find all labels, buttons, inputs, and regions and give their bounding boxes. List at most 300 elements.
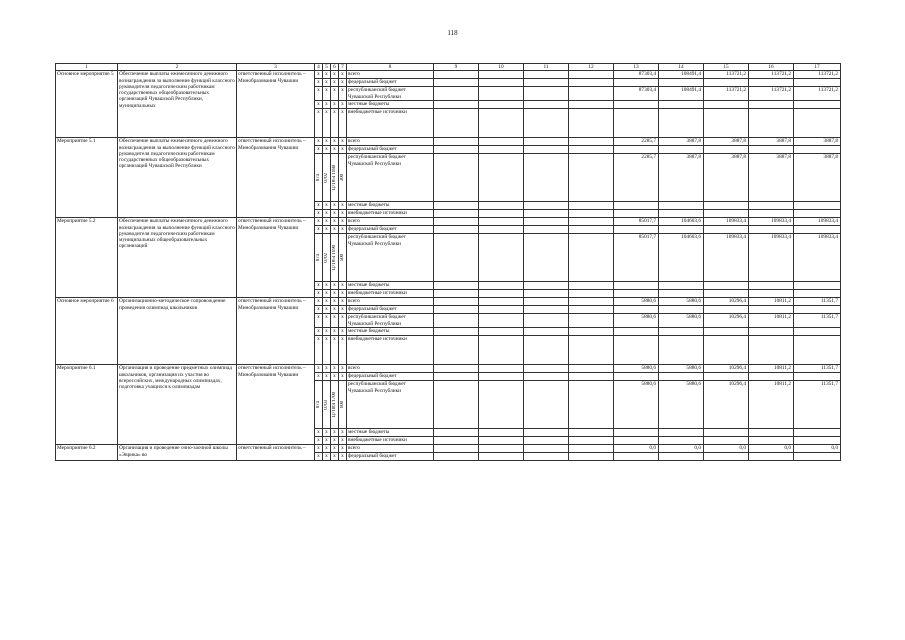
amount-cell: 11351,7 bbox=[794, 381, 841, 429]
amount-cell bbox=[749, 306, 794, 314]
empty-cell bbox=[479, 290, 524, 298]
code-placeholder: х bbox=[339, 138, 347, 146]
amount-cell: 109833,4 bbox=[749, 234, 794, 282]
budget-code bbox=[323, 234, 331, 282]
funding-source: всего bbox=[347, 71, 434, 79]
empty-cell bbox=[434, 298, 479, 306]
budget-code bbox=[331, 381, 339, 429]
code-placeholder: х bbox=[331, 282, 339, 290]
empty-cell bbox=[434, 234, 479, 282]
code-placeholder: х bbox=[315, 336, 323, 365]
empty-cell bbox=[524, 234, 569, 282]
code-placeholder: х bbox=[315, 146, 323, 154]
empty-cell bbox=[524, 109, 569, 138]
code-placeholder: х bbox=[339, 218, 347, 226]
code-placeholder: х bbox=[331, 79, 339, 87]
amount-cell bbox=[704, 373, 749, 381]
empty-cell bbox=[524, 429, 569, 437]
amount-cell bbox=[749, 437, 794, 445]
empty-cell bbox=[569, 365, 614, 373]
empty-cell bbox=[479, 437, 524, 445]
amount-cell bbox=[704, 79, 749, 87]
code-placeholder: х bbox=[331, 328, 339, 336]
code-placeholder: х bbox=[323, 146, 331, 154]
empty-cell bbox=[479, 226, 524, 234]
amount-cell: 10296,4 bbox=[704, 365, 749, 373]
empty-cell bbox=[434, 373, 479, 381]
amount-cell bbox=[749, 282, 794, 290]
empty-cell bbox=[569, 79, 614, 87]
column-number: 14 bbox=[659, 64, 704, 71]
code-placeholder: х bbox=[323, 87, 331, 101]
code-placeholder: х bbox=[323, 336, 331, 365]
amount-cell bbox=[614, 429, 659, 437]
amount-cell bbox=[749, 210, 794, 218]
code-placeholder: х bbox=[315, 429, 323, 437]
code-placeholder: х bbox=[315, 218, 323, 226]
amount-cell: 109833,4 bbox=[794, 218, 841, 226]
budget-code-text: 874 bbox=[316, 254, 321, 262]
code-placeholder: х bbox=[331, 101, 339, 109]
amount-cell bbox=[659, 306, 704, 314]
column-number: 17 bbox=[794, 64, 841, 71]
code-placeholder: х bbox=[315, 210, 323, 218]
empty-cell bbox=[569, 373, 614, 381]
table-row bbox=[56, 218, 841, 226]
amount-cell: 5880,6 bbox=[659, 365, 704, 373]
empty-cell bbox=[524, 453, 569, 461]
code-placeholder: х bbox=[331, 429, 339, 437]
amount-cell bbox=[794, 109, 841, 138]
code-placeholder: х bbox=[315, 306, 323, 314]
amount-cell bbox=[794, 210, 841, 218]
amount-cell bbox=[704, 429, 749, 437]
table-row bbox=[56, 298, 841, 306]
amount-cell: 85017,7 bbox=[614, 234, 659, 282]
code-placeholder: х bbox=[339, 365, 347, 373]
amount-cell bbox=[614, 202, 659, 210]
amount-cell bbox=[659, 282, 704, 290]
empty-cell bbox=[434, 109, 479, 138]
code-placeholder: х bbox=[323, 290, 331, 298]
amount-cell: 5880,6 bbox=[614, 314, 659, 328]
responsible-executor: ответственный исполнитель – Минобразования Чувашии bbox=[237, 71, 315, 138]
code-placeholder: х bbox=[339, 282, 347, 290]
empty-cell bbox=[524, 365, 569, 373]
code-placeholder: х bbox=[331, 138, 339, 146]
funding-source: федеральный бюджет bbox=[347, 373, 434, 381]
code-placeholder: х bbox=[315, 453, 323, 461]
amount-cell: 109833,4 bbox=[704, 234, 749, 282]
funding-source: федеральный бюджет bbox=[347, 79, 434, 87]
code-placeholder: х bbox=[339, 109, 347, 138]
amount-cell bbox=[794, 336, 841, 365]
amount-cell: 0,0 bbox=[794, 445, 841, 453]
code-placeholder: х bbox=[323, 79, 331, 87]
code-placeholder: х bbox=[331, 290, 339, 298]
empty-cell bbox=[479, 381, 524, 429]
empty-cell bbox=[524, 298, 569, 306]
table-row bbox=[56, 445, 841, 453]
amount-cell bbox=[614, 328, 659, 336]
funding-source: всего bbox=[347, 445, 434, 453]
empty-cell bbox=[524, 101, 569, 109]
code-placeholder: х bbox=[323, 306, 331, 314]
code-placeholder: х bbox=[331, 445, 339, 453]
empty-cell bbox=[524, 218, 569, 226]
funding-source: всего bbox=[347, 138, 434, 146]
amount-cell: 3887,8 bbox=[794, 138, 841, 146]
funding-source: федеральный бюджет bbox=[347, 226, 434, 234]
empty-cell bbox=[479, 306, 524, 314]
amount-cell bbox=[794, 306, 841, 314]
code-placeholder: х bbox=[315, 138, 323, 146]
budget-code bbox=[339, 234, 347, 282]
column-number: 16 bbox=[749, 64, 794, 71]
responsible-executor: ответственный исполнитель – Минобразования Чувашии bbox=[237, 365, 315, 445]
budget-code bbox=[315, 234, 323, 282]
amount-cell bbox=[614, 210, 659, 218]
amount-cell bbox=[794, 437, 841, 445]
event-name: Мероприятие 6.2 bbox=[56, 445, 118, 461]
amount-cell bbox=[659, 202, 704, 210]
funding-source: внебюджетные источники bbox=[347, 290, 434, 298]
empty-cell bbox=[479, 71, 524, 79]
budget-code-text: 874 bbox=[316, 401, 321, 409]
budget-code bbox=[315, 154, 323, 202]
amount-cell: 10296,4 bbox=[704, 298, 749, 306]
funding-source: местные бюджеты bbox=[347, 282, 434, 290]
code-placeholder: х bbox=[323, 218, 331, 226]
empty-cell bbox=[434, 328, 479, 336]
amount-cell: 87303,4 bbox=[614, 71, 659, 79]
empty-cell bbox=[524, 202, 569, 210]
amount-cell bbox=[749, 79, 794, 87]
amount-cell: 3887,8 bbox=[704, 138, 749, 146]
empty-cell bbox=[479, 453, 524, 461]
empty-cell bbox=[479, 282, 524, 290]
code-placeholder: х bbox=[331, 71, 339, 79]
empty-cell bbox=[524, 373, 569, 381]
amount-cell bbox=[659, 226, 704, 234]
code-placeholder: х bbox=[323, 226, 331, 234]
amount-cell: 10811,2 bbox=[749, 298, 794, 306]
funding-source: внебюджетные источники bbox=[347, 210, 434, 218]
code-placeholder: х bbox=[339, 314, 347, 328]
code-placeholder: х bbox=[331, 437, 339, 445]
column-number: 12 bbox=[569, 64, 614, 71]
code-placeholder: х bbox=[339, 226, 347, 234]
column-number: 10 bbox=[479, 64, 524, 71]
amount-cell bbox=[704, 282, 749, 290]
amount-cell bbox=[704, 101, 749, 109]
empty-cell bbox=[434, 210, 479, 218]
code-placeholder: х bbox=[315, 71, 323, 79]
budget-code-text: Ц7105Г1680 bbox=[332, 165, 337, 191]
empty-cell bbox=[569, 445, 614, 453]
empty-cell bbox=[569, 226, 614, 234]
empty-cell bbox=[479, 445, 524, 453]
code-placeholder: х bbox=[315, 298, 323, 306]
code-placeholder: х bbox=[323, 138, 331, 146]
event-description: Обеспечение выплаты ежемесячного денежного вознаграждения за выполнение функций классного руководителя педагогическим работникам муниципальных общеобразовательных организаций bbox=[118, 218, 237, 298]
funding-source: всего bbox=[347, 365, 434, 373]
amount-cell: 113721,2 bbox=[749, 87, 794, 101]
amount-cell bbox=[614, 101, 659, 109]
amount-cell bbox=[659, 109, 704, 138]
code-placeholder: х bbox=[315, 365, 323, 373]
empty-cell bbox=[524, 79, 569, 87]
amount-cell bbox=[614, 373, 659, 381]
code-placeholder: х bbox=[331, 365, 339, 373]
empty-cell bbox=[524, 87, 569, 101]
empty-cell bbox=[434, 314, 479, 328]
empty-cell bbox=[479, 210, 524, 218]
amount-cell bbox=[704, 202, 749, 210]
event-description: Обеспечение выплаты ежемесячного денежного вознаграждения за выполнение функций классного руководителя педагогическим работникам государственных общеобразовательных организаций Чувашской Республики, муниципальных bbox=[118, 71, 237, 138]
event-description: Организационно-методическое сопровождение проведения олимпиад школьников bbox=[118, 298, 237, 365]
table-row bbox=[56, 71, 841, 79]
amount-cell: 104603,6 bbox=[659, 234, 704, 282]
empty-cell bbox=[479, 109, 524, 138]
code-placeholder: х bbox=[315, 226, 323, 234]
column-number: 11 bbox=[524, 64, 569, 71]
code-placeholder: х bbox=[331, 226, 339, 234]
amount-cell bbox=[794, 101, 841, 109]
amount-cell: 3887,8 bbox=[749, 138, 794, 146]
amount-cell bbox=[614, 146, 659, 154]
empty-cell bbox=[479, 138, 524, 146]
empty-cell bbox=[434, 365, 479, 373]
code-placeholder: х bbox=[315, 328, 323, 336]
amount-cell: 3887,8 bbox=[659, 138, 704, 146]
code-placeholder: х bbox=[331, 218, 339, 226]
amount-cell bbox=[704, 210, 749, 218]
event-name: Мероприятие 5.1 bbox=[56, 138, 118, 218]
amount-cell bbox=[704, 306, 749, 314]
column-number: 2 bbox=[118, 64, 237, 71]
code-placeholder: х bbox=[315, 87, 323, 101]
amount-cell bbox=[659, 429, 704, 437]
amount-cell bbox=[614, 79, 659, 87]
code-placeholder: х bbox=[323, 202, 331, 210]
empty-cell bbox=[434, 290, 479, 298]
empty-cell bbox=[434, 202, 479, 210]
amount-cell bbox=[704, 226, 749, 234]
empty-cell bbox=[434, 445, 479, 453]
funding-source: местные бюджеты bbox=[347, 328, 434, 336]
funding-source: республиканский бюджет Чувашской Республики bbox=[347, 154, 434, 202]
responsible-executor: ответственный исполнитель – Минобразования Чувашии bbox=[237, 218, 315, 298]
amount-cell bbox=[704, 437, 749, 445]
empty-cell bbox=[569, 336, 614, 365]
page-number: 118 bbox=[447, 29, 458, 37]
empty-cell bbox=[569, 154, 614, 202]
code-placeholder: х bbox=[331, 87, 339, 101]
empty-cell bbox=[434, 437, 479, 445]
amount-cell bbox=[659, 101, 704, 109]
empty-cell bbox=[524, 328, 569, 336]
amount-cell: 113721,2 bbox=[704, 87, 749, 101]
empty-cell bbox=[434, 154, 479, 202]
amount-cell bbox=[659, 373, 704, 381]
funding-source: внебюджетные источники bbox=[347, 336, 434, 365]
empty-cell bbox=[434, 218, 479, 226]
code-placeholder: х bbox=[323, 365, 331, 373]
empty-cell bbox=[524, 138, 569, 146]
amount-cell bbox=[614, 437, 659, 445]
column-number: 7 bbox=[339, 64, 347, 71]
empty-cell bbox=[524, 381, 569, 429]
code-placeholder: х bbox=[339, 306, 347, 314]
budget-code-text: 0702 bbox=[324, 173, 329, 183]
amount-cell bbox=[794, 429, 841, 437]
amount-cell bbox=[659, 210, 704, 218]
code-placeholder: х bbox=[323, 210, 331, 218]
code-placeholder: х bbox=[323, 298, 331, 306]
amount-cell: 104603,6 bbox=[659, 218, 704, 226]
amount-cell: 3887,8 bbox=[704, 154, 749, 202]
amount-cell: 113721,2 bbox=[794, 87, 841, 101]
empty-cell bbox=[479, 234, 524, 282]
funding-source: местные бюджеты bbox=[347, 429, 434, 437]
amount-cell bbox=[749, 101, 794, 109]
empty-cell bbox=[569, 328, 614, 336]
amount-cell: 5880,6 bbox=[659, 381, 704, 429]
empty-cell bbox=[524, 282, 569, 290]
amount-cell bbox=[749, 226, 794, 234]
empty-cell bbox=[479, 101, 524, 109]
amount-cell: 0,0 bbox=[614, 445, 659, 453]
amount-cell bbox=[659, 290, 704, 298]
amount-cell bbox=[749, 202, 794, 210]
empty-cell bbox=[434, 146, 479, 154]
amount-cell: 3887,8 bbox=[794, 154, 841, 202]
amount-cell: 10811,2 bbox=[749, 314, 794, 328]
code-placeholder: х bbox=[331, 314, 339, 328]
code-placeholder: х bbox=[331, 336, 339, 365]
amount-cell bbox=[749, 336, 794, 365]
empty-cell bbox=[524, 445, 569, 453]
code-placeholder: х bbox=[331, 146, 339, 154]
code-placeholder: х bbox=[315, 101, 323, 109]
code-placeholder: х bbox=[331, 306, 339, 314]
budget-code bbox=[339, 154, 347, 202]
responsible-executor: ответственный исполнитель – bbox=[237, 445, 315, 461]
code-placeholder: х bbox=[315, 437, 323, 445]
amount-cell: 109833,4 bbox=[704, 218, 749, 226]
empty-cell bbox=[434, 429, 479, 437]
empty-cell bbox=[434, 226, 479, 234]
column-number: 1 bbox=[56, 64, 118, 71]
budget-code-text: 0703 bbox=[324, 400, 329, 410]
code-placeholder: х bbox=[323, 429, 331, 437]
event-description: Обеспечение выплаты ежемесячного денежного вознаграждения за выполнение функций классного руководителя педагогическим работникам государственных общеобразовательных организаций Чувашской Республики bbox=[118, 138, 237, 218]
amount-cell bbox=[614, 453, 659, 461]
amount-cell: 85017,7 bbox=[614, 218, 659, 226]
code-placeholder: х bbox=[331, 453, 339, 461]
funding-source: республиканский бюджет Чувашской Республики bbox=[347, 314, 434, 328]
code-placeholder: х bbox=[339, 146, 347, 154]
empty-cell bbox=[434, 138, 479, 146]
empty-cell bbox=[479, 79, 524, 87]
empty-cell bbox=[479, 298, 524, 306]
empty-cell bbox=[524, 306, 569, 314]
code-placeholder: х bbox=[331, 202, 339, 210]
code-placeholder: х bbox=[339, 202, 347, 210]
funding-source: местные бюджеты bbox=[347, 202, 434, 210]
empty-cell bbox=[569, 453, 614, 461]
code-placeholder: х bbox=[315, 282, 323, 290]
event-name: Мероприятие 6.1 bbox=[56, 365, 118, 445]
code-placeholder: х bbox=[323, 101, 331, 109]
amount-cell bbox=[614, 290, 659, 298]
empty-cell bbox=[479, 328, 524, 336]
code-placeholder: х bbox=[339, 290, 347, 298]
amount-cell bbox=[704, 336, 749, 365]
funding-source: внебюджетные источники bbox=[347, 109, 434, 138]
column-number: 3 bbox=[237, 64, 315, 71]
budget-code-text: 874 bbox=[316, 174, 321, 182]
amount-cell: 3887,8 bbox=[749, 154, 794, 202]
column-number: 8 bbox=[347, 64, 434, 71]
funding-source: всего bbox=[347, 298, 434, 306]
amount-cell: 108491,4 bbox=[659, 87, 704, 101]
empty-cell bbox=[569, 290, 614, 298]
empty-cell bbox=[434, 282, 479, 290]
empty-cell bbox=[524, 336, 569, 365]
table-row bbox=[56, 365, 841, 373]
empty-cell bbox=[434, 87, 479, 101]
amount-cell: 10296,4 bbox=[704, 381, 749, 429]
event-name: Мероприятие 5.2 bbox=[56, 218, 118, 298]
code-placeholder: х bbox=[315, 79, 323, 87]
empty-cell bbox=[479, 218, 524, 226]
empty-cell bbox=[569, 138, 614, 146]
code-placeholder: х bbox=[331, 210, 339, 218]
amount-cell bbox=[659, 336, 704, 365]
code-placeholder: х bbox=[339, 101, 347, 109]
code-placeholder: х bbox=[331, 373, 339, 381]
budget-code bbox=[323, 154, 331, 202]
empty-cell bbox=[479, 365, 524, 373]
amount-cell: 109833,4 bbox=[794, 234, 841, 282]
amount-cell bbox=[794, 79, 841, 87]
amount-cell bbox=[659, 79, 704, 87]
empty-cell bbox=[524, 290, 569, 298]
code-placeholder: х bbox=[323, 453, 331, 461]
amount-cell bbox=[704, 328, 749, 336]
event-description: Организация и проведение очно-заочной школы «Эврика» во bbox=[118, 445, 237, 461]
table-row bbox=[56, 138, 841, 146]
responsible-executor: ответственный исполнитель – Минобразования Чувашии bbox=[237, 138, 315, 218]
column-number: 15 bbox=[704, 64, 749, 71]
empty-cell bbox=[569, 109, 614, 138]
code-placeholder: х bbox=[323, 282, 331, 290]
amount-cell: 5880,6 bbox=[614, 365, 659, 373]
budget-code-text: 500 bbox=[340, 254, 345, 262]
amount-cell bbox=[614, 336, 659, 365]
amount-cell: 113721,2 bbox=[749, 71, 794, 79]
empty-cell bbox=[569, 87, 614, 101]
empty-cell bbox=[569, 101, 614, 109]
amount-cell: 0,0 bbox=[659, 445, 704, 453]
budget-code-text: Ц7105Г1690 bbox=[332, 245, 337, 271]
amount-cell: 5880,6 bbox=[659, 298, 704, 306]
empty-cell bbox=[569, 314, 614, 328]
amount-cell: 11351,7 bbox=[794, 365, 841, 373]
funding-source: республиканский бюджет Чувашской Республики bbox=[347, 87, 434, 101]
